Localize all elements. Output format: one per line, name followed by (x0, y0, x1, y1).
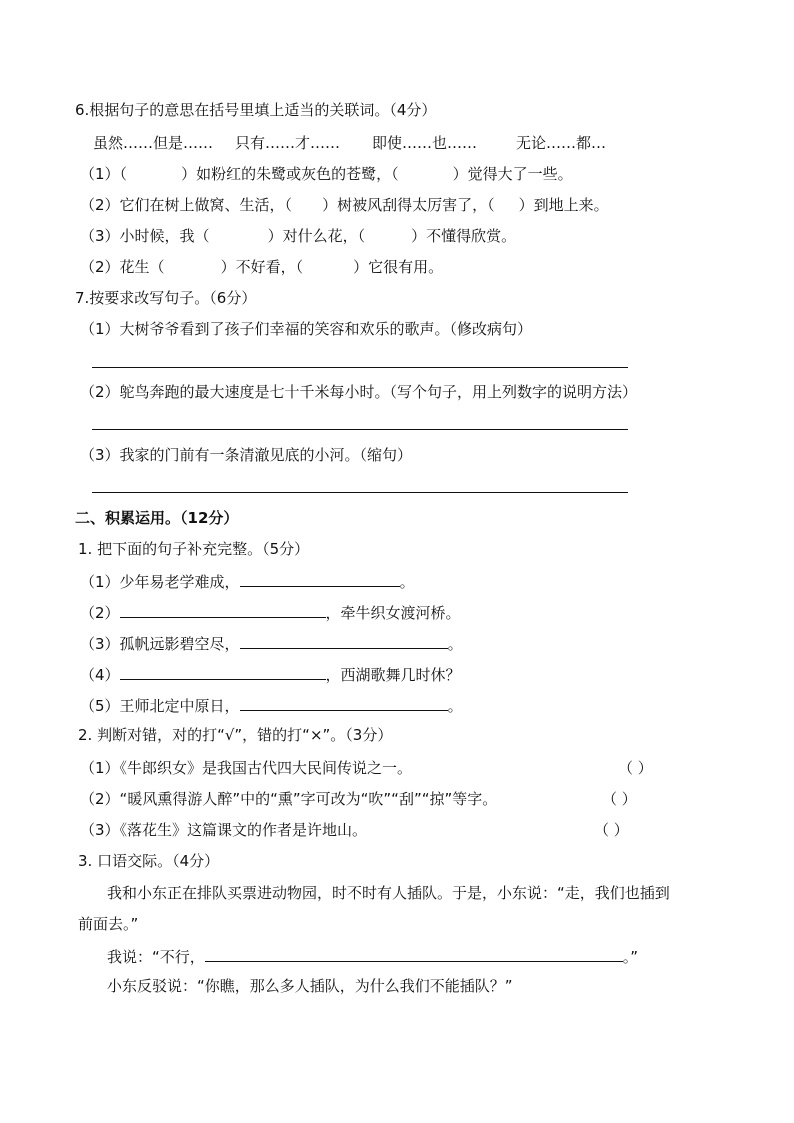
q6-option-1: 虽然……但是…… (93, 134, 214, 152)
paren-open: （ (119, 165, 128, 183)
dialogue-xiaodong-reply: 小东反驳说：“你瞧，那么多人插队，为什么我们不能插队？” (107, 977, 513, 995)
answer-paren[interactable]: （ ） (602, 790, 637, 808)
q7-sentence-1: （1）大树爷爷看到了孩子们幸福的笑容和欢乐的歌声。（修改病句） (80, 320, 533, 338)
q6-option-4: 无论……都… (516, 134, 607, 152)
judge-item-2: （2）“暖风熏得游人醉”中的“熏”字可改为“吹”“刮”“掠”等字。 (80, 790, 498, 808)
part2-q1-title: 1. 把下面的句子补充完整。（5分） (78, 540, 310, 558)
dialogue-paragraph-line2: 前面去。” (78, 915, 139, 933)
item-number: （2） (80, 196, 120, 214)
item-number: （5） (80, 697, 120, 715)
answer-blank[interactable] (240, 694, 448, 711)
poem-item-3: （3）孤帆远影碧空尽， 。 (80, 632, 463, 654)
answer-paren[interactable]: （ ） (594, 821, 629, 839)
item-number: （4） (80, 666, 120, 684)
judge-item-3: （3）《落花生》这篇课文的作者是许地山。 (80, 821, 368, 839)
q7-title: 7.按要求改写句子。（6分） (75, 289, 257, 307)
part2-q2-title: 2. 判断对错，对的打“√”，错的打“×”。（3分） (78, 726, 393, 744)
answer-blank[interactable] (240, 632, 448, 649)
poem-item-4: （4） ，西湖歌舞几时休？ (80, 663, 461, 685)
dialogue-my-reply: 我说：“不行， 。” (107, 945, 638, 967)
q6-sentence-1: （1）（ ）如粉红的朱鹭或灰色的苍鹭，（ ）觉得大了一些。 (80, 165, 573, 183)
answer-blank[interactable] (240, 570, 400, 587)
dialogue-paragraph-line1: 我和小东正在排队买票进动物园，时不时有人插队。于是，小东说：“走，我们也插到 (107, 884, 670, 902)
poem-item-5: （5）王师北定中原日， 。 (80, 694, 463, 716)
poem-item-1: （1）少年易老学难成， 。 (80, 570, 415, 592)
answer-blank[interactable] (205, 945, 623, 962)
q6-option-2: 只有……才…… (235, 134, 341, 152)
answer-blank[interactable] (120, 663, 326, 680)
item-number: （3） (80, 227, 120, 245)
item-number: （2） (80, 790, 120, 808)
answer-line[interactable] (92, 429, 628, 430)
item-number: （2） (80, 604, 120, 622)
q6-option-3: 即使……也…… (372, 134, 478, 152)
q6-sentence-2: （2）它们在树上做窝、生活，（ ）树被风刮得太厉害了，（ ）到地上来。 (80, 196, 609, 214)
item-number: （1） (80, 759, 120, 777)
q6-title: 6.根据句子的意思在括号里填上适当的关联词。（4分） (75, 101, 437, 119)
item-number: （3） (80, 446, 120, 464)
item-number: （1） (80, 320, 120, 338)
item-number: （2） (80, 258, 120, 276)
item-number: （1） (80, 573, 120, 591)
poem-item-2: （2） ，牵牛织女渡河桥。 (80, 601, 461, 623)
q6-sentence-4: （2）花生（ ）不好看，（ ）它很有用。 (80, 258, 444, 276)
answer-blank[interactable] (120, 601, 326, 618)
answer-line[interactable] (92, 492, 628, 493)
item-number: （3） (80, 821, 120, 839)
judge-item-1: （1）《牛郎织女》是我国古代四大民间传说之一。 (80, 759, 413, 777)
item-number: （1） (80, 165, 120, 183)
section-heading: 二、积累运用。（12分） (75, 509, 239, 527)
part2-q3-title: 3. 口语交际。（4分） (78, 852, 220, 870)
q6-sentence-3: （3）小时候，我（ ）对什么花，（ ）不懂得欣赏。 (80, 227, 517, 245)
item-number: （3） (80, 635, 120, 653)
answer-paren[interactable]: （ ） (618, 759, 653, 777)
answer-line[interactable] (92, 367, 628, 368)
q7-sentence-2: （2）鸵鸟奔跑的最大速度是七十千米每小时。（写个句子，用上列数字的说明方法） (80, 383, 638, 401)
item-number: （2） (80, 383, 120, 401)
q7-sentence-3: （3）我家的门前有一条清澈见底的小河。（缩句） (80, 446, 413, 464)
